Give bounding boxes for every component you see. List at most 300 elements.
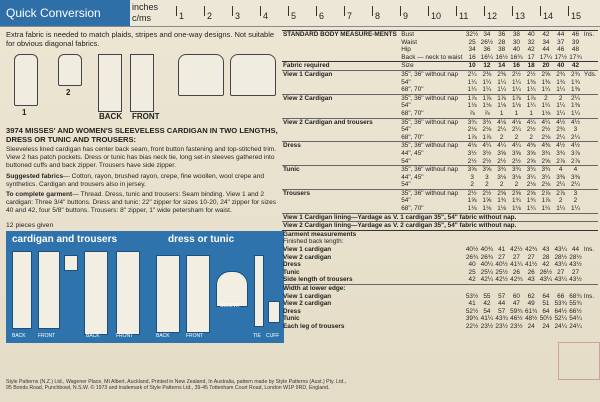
value-cell: 40¼: [480, 261, 494, 269]
blank-cell: [282, 205, 400, 213]
value-cell: 2⅛: [541, 181, 551, 189]
table-row: [282, 269, 598, 277]
value-cell: 2⅝: [541, 157, 551, 165]
value-cell: 2: [470, 181, 474, 189]
value-cell: 4¼: [494, 142, 509, 150]
suggested-fabrics-text: — Cotton, rayon, brushed rayon, crepe, fine woollen, wool crepe and synthetics. Cardigan and trousers also in jersey.: [6, 172, 265, 188]
value-cell: 1⅞: [467, 133, 477, 141]
table-row: [282, 118, 598, 126]
section-title: Tunic: [282, 166, 400, 174]
garment-name: View 2 cardigan: [283, 253, 332, 261]
blank-cell: [282, 126, 400, 134]
unit-cell: [583, 261, 598, 269]
value-cell: 54¼: [569, 315, 582, 323]
table-row: [282, 94, 598, 102]
value-cell: 48: [571, 46, 580, 54]
ruler-tick: [428, 6, 429, 16]
measure-name: Hip: [401, 46, 411, 54]
table-row: [282, 158, 598, 166]
value-cell: 3¾: [539, 166, 554, 174]
value-cell: 3⅛: [511, 173, 521, 181]
table-row: [282, 150, 598, 158]
ruler-number: 3: [235, 11, 241, 21]
ruler-tick: [176, 6, 177, 16]
value-cell: 27: [557, 268, 565, 276]
fabric-required-label: Fabric required: [282, 62, 400, 71]
suggested-fabrics-label: Suggested fabrics: [6, 172, 64, 180]
value-cell: 2: [539, 94, 554, 102]
measurement-chart: [282, 30, 598, 331]
ruler-unit-cms: c/ms: [132, 13, 151, 23]
value-cell: 1¾: [556, 78, 566, 86]
ruler-number: 5: [291, 11, 297, 21]
table-row: [282, 134, 598, 142]
value-cell: 1⅛: [511, 205, 521, 213]
publisher-footer: [6, 379, 596, 392]
value-cell: 55¾: [569, 300, 582, 308]
fabric-width: 54": [401, 78, 411, 86]
value-cell: 26: [512, 268, 520, 276]
section-title: View 2 Cardigan: [282, 94, 400, 102]
value-cell: 1⅛: [467, 205, 477, 213]
value-cell: 51: [542, 300, 550, 308]
table-row: [282, 70, 598, 78]
value-cell: 4½: [568, 142, 583, 150]
value-cell: 55: [483, 292, 491, 300]
size-header: 16: [509, 62, 524, 71]
unit-cell: [583, 54, 598, 62]
size-header: 18: [524, 62, 539, 71]
table-row: [282, 86, 598, 94]
value-cell: 26: [527, 268, 535, 276]
pieces-group-dress-tunic: dress or tunic: [168, 233, 235, 245]
value-cell: 2⅝: [509, 189, 524, 197]
ruler-number: 10: [431, 11, 442, 21]
piece-label-back-1: BACK: [12, 332, 26, 339]
ruler-number: 1: [179, 11, 185, 21]
store-stamp: [558, 342, 600, 380]
value-cell: 2¾: [553, 70, 568, 78]
piece-tie: [254, 255, 264, 327]
fabric-note: Extra fabric is needed to match plaids, stripes and one-way designs. Not suitable for obvious diagonal fabrics.: [6, 30, 275, 48]
unit-cell: [583, 94, 598, 102]
fabric-width: 35", 36" without nap: [400, 142, 464, 150]
blank-cell: [282, 54, 400, 62]
value-cell: 39: [571, 38, 580, 46]
value-cell: 3: [573, 126, 578, 134]
value-cell: 2½: [465, 189, 480, 197]
size-header: 10: [465, 62, 480, 71]
value-cell: 3⅝: [497, 149, 507, 157]
value-cell: 28: [542, 253, 550, 261]
table-row: [282, 213, 598, 222]
value-cell: 43¾: [495, 315, 508, 323]
unit-cell: [583, 205, 598, 213]
value-cell: 2⅛: [526, 181, 536, 189]
standard-measurements-label: STANDARD BODY MEASURE-MENTS: [282, 31, 400, 39]
table-row: [282, 285, 598, 293]
value-cell: 2½: [511, 157, 521, 165]
fabric-width: 44", 45": [401, 149, 424, 157]
value-cell: 1¼: [467, 78, 477, 86]
table-row: [282, 181, 598, 189]
value-cell: 39¾: [465, 315, 479, 323]
value-cell: 2⅛: [541, 133, 551, 141]
value-cell: 41¼: [510, 261, 523, 269]
measure-name: Bust: [400, 31, 464, 39]
value-cell: 46: [568, 31, 583, 39]
ruler-tick: [512, 6, 513, 16]
fabric-width: 54": [401, 181, 411, 189]
blank-cell: [282, 174, 400, 182]
value-cell: 3⅝: [511, 149, 521, 157]
ruler-number: 6: [319, 11, 325, 21]
value-cell: 1⅞: [479, 94, 494, 102]
value-cell: 26¾: [465, 253, 479, 261]
value-cell: 3¾: [465, 118, 480, 126]
table-row: [282, 230, 598, 238]
value-cell: 64: [542, 292, 550, 300]
value-cell: 1: [514, 109, 519, 117]
table-row: [282, 300, 598, 308]
blank-cell: [282, 134, 400, 142]
value-cell: 68¾: [569, 292, 582, 300]
unit-cell: [583, 269, 598, 277]
value-cell: 2⅞: [553, 189, 568, 197]
size-label: Size: [400, 62, 464, 71]
value-cell: 2¼: [556, 181, 566, 189]
value-cell: 1¼: [541, 86, 551, 94]
value-cell: 1¾: [497, 197, 507, 205]
value-cell: 57: [498, 307, 506, 315]
ruler-tick: [288, 6, 289, 16]
value-cell: 26¾: [480, 253, 494, 261]
garment-name: View 1 cardigan: [283, 246, 332, 254]
value-cell: 17: [527, 53, 535, 61]
value-cell: 1⅜: [571, 86, 580, 94]
fabric-width: 35", 36" without nap: [400, 70, 464, 78]
table-row: [282, 276, 598, 284]
quick-conversion-label: Quick Conversion: [0, 0, 130, 26]
value-cell: 2: [514, 133, 519, 141]
width-name: Each leg of trousers: [283, 322, 345, 330]
value-cell: 1⅛: [497, 102, 507, 110]
value-cell: 2⅞: [571, 157, 580, 165]
value-cell: 34: [542, 38, 550, 46]
value-cell: 23½: [495, 322, 508, 330]
garment-name: Side length of trousers: [283, 276, 353, 284]
piece-label-sleeve: SLEEVE: [220, 302, 240, 309]
sketch-trousers-back: [98, 54, 122, 112]
piece-trouser-back: [84, 251, 108, 335]
value-cell: 2: [553, 94, 568, 102]
unit-cell: [583, 300, 598, 308]
size-chart-table: [282, 30, 598, 331]
piece-label-back-2: BACK: [86, 332, 100, 339]
unit-cell: [583, 102, 598, 110]
value-cell: 43¼: [554, 246, 567, 254]
value-cell: 1¼: [556, 86, 566, 94]
table-row: [282, 166, 598, 174]
value-cell: 3¾: [524, 166, 539, 174]
value-cell: 1⅞: [509, 94, 524, 102]
value-cell: 16¼: [480, 53, 494, 61]
size-header: 42: [568, 62, 583, 71]
value-cell: 3⅛: [497, 173, 507, 181]
blank-cell: [282, 86, 400, 94]
value-cell: 2½: [526, 126, 536, 134]
value-cell: 24¼: [569, 322, 582, 330]
unit-cell: [583, 86, 598, 94]
section-title: Trousers: [282, 189, 400, 197]
unit-cell: [583, 126, 598, 134]
width-name: Dress: [283, 307, 301, 315]
value-cell: 2: [499, 133, 504, 141]
value-cell: 25: [468, 38, 476, 46]
quick-conversion-ruler: [0, 0, 600, 27]
value-cell: 1⅞: [482, 133, 492, 141]
value-cell: 25: [468, 268, 476, 276]
value-cell: 32½: [465, 31, 479, 38]
value-cell: 3¾: [556, 149, 566, 157]
pattern-description: Sleeveless lined cardigan has center back seam, front button fastening and top-stitched trim. View 2 has patch pockets. Dress or tunic has bias neck tie, long set-in sleeves gathered into buttoned cuffs and back zipper. Trousers have side zipper.: [6, 146, 277, 170]
width-name: Tunic: [283, 315, 300, 323]
pattern-title: [6, 126, 284, 144]
value-cell: 2⅛: [482, 126, 492, 134]
value-cell: 53½: [465, 292, 479, 300]
unit-cell: Ins.: [583, 246, 595, 254]
value-cell: 3¼: [526, 173, 536, 181]
ruler-number: 13: [515, 11, 526, 21]
value-cell: 44: [553, 31, 568, 39]
sketch-dress-back: [178, 54, 224, 96]
value-cell: 40: [524, 31, 539, 39]
value-cell: 1¾: [571, 78, 580, 86]
fabric-width: 44", 45": [401, 173, 424, 181]
value-cell: 1¼: [511, 78, 521, 86]
fabric-width: 54": [401, 197, 411, 205]
value-cell: 1¼: [571, 205, 580, 213]
sketch-label-front: FRONT: [132, 112, 160, 121]
footer-line-2: 95 Bonds Road, Punchbowl, N.S.W. © 1973 and trademark of Style Patterns Ltd., 39-45 Tottenham Court Road, London W1P 9RD, England.: [6, 385, 330, 392]
unit-cell: [583, 158, 598, 166]
table-row: [282, 254, 598, 262]
value-cell: 1¼: [482, 86, 492, 94]
value-cell: 2⅜: [494, 70, 509, 78]
value-cell: 1¼: [526, 86, 536, 94]
value-cell: 1¾: [526, 197, 536, 205]
value-cell: 1¼: [556, 102, 566, 110]
ruler-number: 12: [487, 11, 498, 21]
value-cell: 2: [529, 133, 533, 141]
value-cell: 1⅞: [524, 94, 539, 102]
ruler-tick: [456, 6, 457, 16]
piece-label-front-2: FRONT: [116, 332, 134, 339]
value-cell: 1¼: [571, 109, 580, 117]
value-cell: 57: [498, 292, 506, 300]
blank-cell: [282, 110, 400, 118]
value-cell: 1¼: [482, 78, 492, 86]
section-title: Dress: [282, 142, 400, 150]
value-cell: 24¼: [554, 322, 567, 330]
value-cell: 4½: [553, 142, 568, 150]
value-cell: 48½: [524, 315, 538, 323]
ruler-number: 7: [347, 11, 353, 21]
ruler-number: 2: [207, 11, 213, 21]
value-cell: 26½: [539, 268, 553, 276]
piece-label-tie: TIE: [253, 332, 261, 339]
value-cell: 3¾: [494, 166, 509, 174]
garment-name: Tunic: [283, 268, 300, 276]
fabric-width: 35", 36" without nap: [400, 189, 464, 197]
value-cell: 42: [483, 300, 491, 308]
blank-cell: [282, 150, 400, 158]
value-cell: 24: [527, 322, 535, 330]
unit-cell: [583, 189, 598, 197]
ruler-number: 15: [571, 11, 582, 21]
value-cell: 2⅞: [556, 157, 566, 165]
footer-line-1: Style Patterns (N.Z.) Ltd., Wagener Place, Mt Albert, Auckland, Printed in New Zealand, In Australia, pattern made by Style Patterns (Aust.) Pty. Ltd.,: [6, 379, 347, 385]
blank-cell: [282, 39, 400, 47]
piece-dress-front: [186, 255, 210, 333]
value-cell: 25½: [495, 268, 508, 276]
table-row: [282, 126, 598, 134]
unit-cell: [583, 181, 598, 189]
value-cell: 40: [468, 261, 476, 269]
unit-cell: [583, 142, 598, 150]
value-cell: 1⅜: [571, 102, 580, 110]
value-cell: 42: [539, 31, 554, 39]
value-cell: 4¼: [539, 118, 554, 126]
table-row: [282, 315, 598, 323]
value-cell: 2⅞: [539, 189, 554, 197]
width-lower-edge-label: Width at lower edge:: [282, 285, 598, 293]
sketch-dress-front: [230, 54, 276, 96]
value-cell: 34: [479, 31, 494, 39]
value-cell: 3¾: [509, 166, 524, 174]
unit-cell: Yds.: [583, 70, 597, 78]
value-cell: 43: [527, 276, 535, 284]
value-cell: 27: [571, 268, 580, 276]
value-cell: 1¼: [556, 109, 566, 117]
fabric-width: 68", 70": [401, 86, 424, 94]
back-length-label: Finished back length:: [283, 238, 344, 246]
table-row: [282, 293, 598, 301]
value-cell: 2¾: [556, 126, 566, 134]
value-cell: 41: [468, 300, 476, 308]
unit-cell: [583, 39, 598, 47]
value-cell: 42½: [510, 246, 523, 254]
value-cell: 2: [558, 197, 563, 205]
unit-cell: [583, 79, 598, 87]
blank-cell: [282, 181, 400, 189]
sketch-label-2: 2: [66, 88, 71, 97]
value-cell: 2½: [524, 70, 539, 78]
ruler-number: 14: [543, 11, 554, 21]
value-cell: 36: [483, 46, 491, 54]
table-row: [282, 189, 598, 197]
value-cell: 52¼: [554, 315, 567, 323]
fabric-width: 68", 70": [401, 205, 424, 213]
pieces-group-cardigan-trousers: cardigan and trousers: [12, 233, 118, 245]
value-cell: 1⅛: [497, 205, 507, 213]
piece-cardigan-front: [38, 251, 60, 329]
value-cell: 3½: [467, 149, 477, 157]
value-cell: 3¼: [541, 173, 551, 181]
piece-cardigan-back: [12, 251, 32, 329]
ruler-tick: [400, 6, 401, 16]
value-cell: 4⅛: [509, 118, 524, 126]
blank-cell: [282, 79, 400, 87]
value-cell: 34: [468, 46, 476, 54]
piece-label-cuff: CUFF: [266, 332, 280, 339]
value-cell: 1¼: [556, 205, 566, 213]
ruler-tick: [484, 6, 485, 16]
value-cell: 2: [499, 181, 504, 189]
garment-name: Dress: [283, 261, 301, 269]
value-cell: 1⅞: [541, 197, 551, 205]
ruler-tick: [568, 6, 569, 16]
table-row: [282, 102, 598, 110]
value-cell: 59¾: [510, 307, 523, 315]
table-row: [282, 238, 598, 246]
sketch-view-2: [58, 54, 82, 86]
value-cell: 41½: [524, 261, 538, 269]
value-cell: 2½: [479, 189, 494, 197]
value-cell: 41¼: [480, 315, 494, 323]
value-cell: 42: [468, 276, 476, 284]
size-header: 20: [539, 62, 554, 71]
suggested-fabrics: [6, 173, 284, 189]
value-cell: 24: [542, 322, 550, 330]
value-cell: 2⅜: [479, 70, 494, 78]
pattern-title-text: MISSES' AND WOMEN'S SLEEVELESS CARDIGAN IN TWO LENGTHS, DRESS OR TUNIC AND TROUSERS:: [6, 126, 278, 144]
measure-name: Back — neck to waist: [401, 53, 463, 61]
value-cell: 66½: [569, 307, 582, 315]
table-row: [282, 62, 598, 71]
value-cell: 2¼: [556, 133, 566, 141]
value-cell: 1⅜: [526, 78, 536, 86]
piece-sleeve: [216, 271, 248, 307]
value-cell: 1⅞: [465, 94, 480, 102]
value-cell: 38: [498, 46, 506, 54]
value-cell: 1¼: [497, 78, 507, 86]
value-cell: 4¼: [479, 142, 494, 150]
unit-cell: [583, 308, 598, 316]
to-complete-label: To complete garment: [6, 191, 73, 199]
table-row: [282, 39, 598, 47]
value-cell: 40: [512, 46, 520, 54]
pattern-pieces-panel: [6, 231, 284, 343]
value-cell: 2¼: [511, 126, 521, 134]
ruler-tick: [540, 6, 541, 16]
value-cell: 2⅝: [494, 189, 509, 197]
sketch-trousers-front: [130, 54, 154, 112]
value-cell: 4⅜: [539, 142, 554, 150]
value-cell: 2⅝: [524, 189, 539, 197]
ruler-number: 11: [459, 11, 469, 21]
pieces-count: 12 pieces given: [6, 221, 54, 229]
fabric-width: 54": [401, 157, 411, 165]
ruler-tick: [260, 6, 261, 16]
table-row: [282, 197, 598, 205]
value-cell: 43¼: [554, 276, 567, 284]
unit-cell: Ins.: [583, 31, 598, 39]
value-cell: 2¼: [571, 181, 580, 189]
unit-cell: [583, 166, 598, 174]
table-row: [282, 222, 598, 231]
value-cell: ⅞: [469, 109, 475, 117]
